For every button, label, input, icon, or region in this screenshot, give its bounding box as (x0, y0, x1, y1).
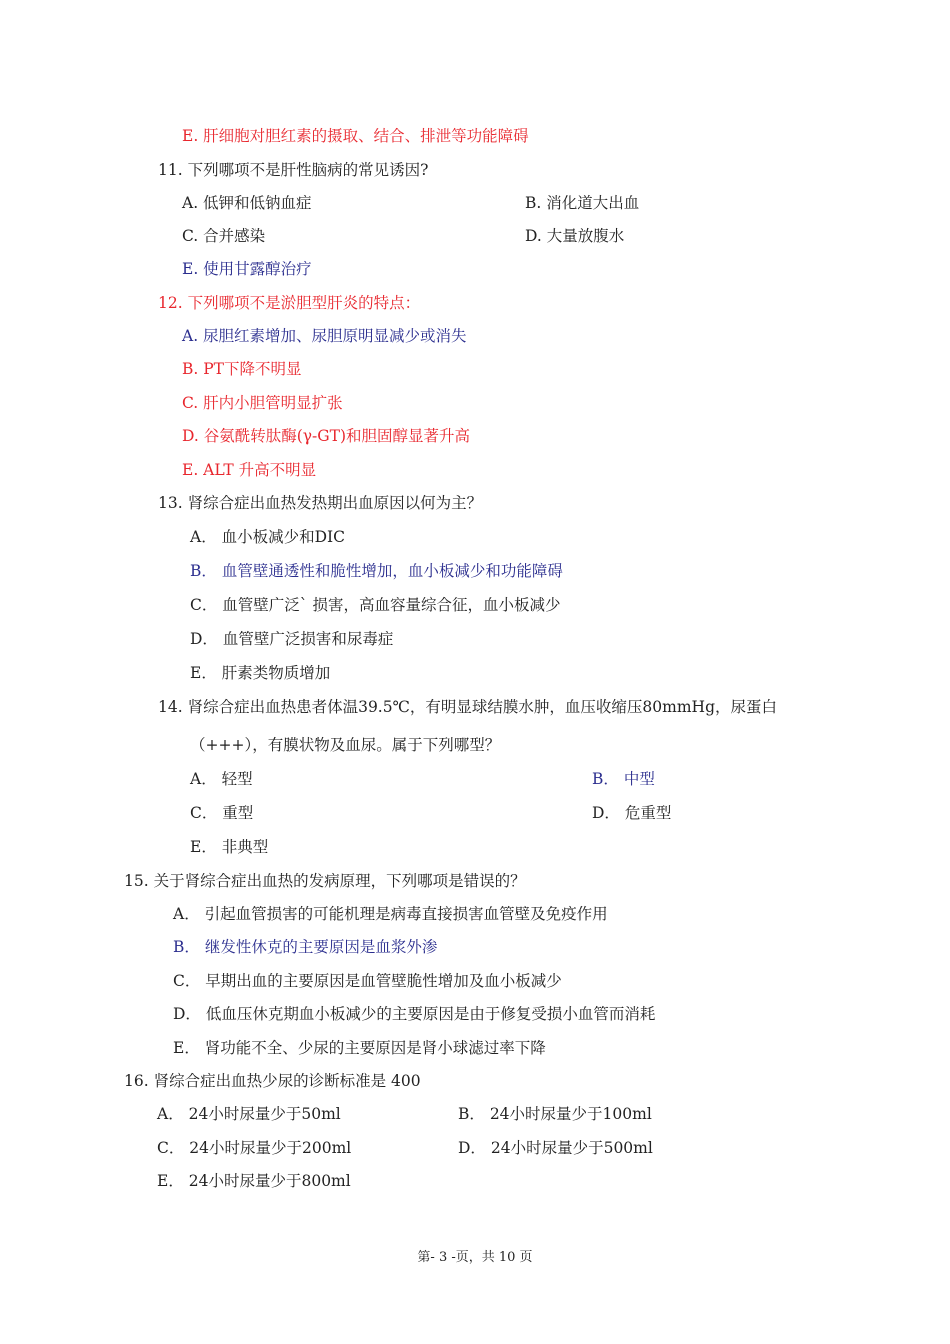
option-line: D． 24小时尿量少于500ml (458, 1139, 653, 1157)
question-12: 12. 下列哪项不是淤胆型肝炎的特点： (158, 294, 421, 312)
option-line: E． 肾功能不全、少尿的主要原因是肾小球滤过率下降 (173, 1039, 546, 1057)
option-line: A. 低钾和低钠血症 (182, 194, 312, 212)
option-line: C. 肝内小胆管明显扩张 (182, 394, 343, 412)
option-line: C. 合并感染 (182, 227, 266, 245)
option-line: D. 大量放腹水 (525, 227, 625, 245)
question-15: 15. 关于肾综合症出血热的发病原理，下列哪项是错误的？ (124, 872, 526, 890)
option-line: E. ALT 升高不明显 (182, 461, 317, 479)
question-14-continuation: （+++），有膜状物及血尿。属于下列哪型？ (190, 736, 501, 754)
question-14: 14. 肾综合症出血热患者体温39.5℃，有明显球结膜水肿，血压收缩压80mmHg，尿蛋白 (158, 698, 777, 716)
option-line: E． 非典型 (190, 838, 269, 856)
option-line: D． 血管壁广泛损害和尿毒症 (190, 630, 394, 648)
option-line: A． 引起血管损害的可能机理是病毒直接损害血管壁及免疫作用 (173, 905, 608, 923)
option-line: D. 谷氨酰转肽酶(γ-GT)和胆固醇显著升高 (182, 427, 471, 445)
option-line: E． 24小时尿量少于800ml (157, 1172, 351, 1190)
option-line: B． 继发性休克的主要原因是血浆外渗 (173, 938, 438, 956)
option-line: C． 重型 (190, 804, 254, 822)
option-line: B. PT下降不明显 (182, 360, 302, 378)
option-line: C． 血管壁广泛` 损害，高血容量综合征，血小板减少 (190, 596, 561, 614)
option-line: D． 低血压休克期血小板减少的主要原因是由于修复受损小血管而消耗 (173, 1005, 656, 1023)
option-line: A． 轻型 (190, 770, 253, 788)
option-line: A. 尿胆红素增加、尿胆原明显减少或消失 (182, 327, 467, 345)
option-line: B． 24小时尿量少于100ml (458, 1105, 652, 1123)
option-line: E． 肝素类物质增加 (190, 664, 331, 682)
option-line: E. 肝细胞对胆红素的摄取、结合、排泄等功能障碍 (182, 127, 529, 145)
question-13: 13. 肾综合症出血热发热期出血原因以何为主？ (158, 494, 483, 512)
page-footer: 第- 3 -页，共 10 页 (417, 1250, 533, 1265)
option-line: B． 中型 (592, 770, 655, 788)
question-16: 16. 肾综合症出血热少尿的诊断标准是 400 (124, 1072, 421, 1090)
option-line: A． 血小板减少和DIC (190, 528, 346, 546)
option-line: D． 危重型 (592, 804, 672, 822)
option-line: C． 早期出血的主要原因是血管壁脆性增加及血小板减少 (173, 972, 562, 990)
option-line: B． 血管壁通透性和脆性增加，血小板减少和功能障碍 (190, 562, 563, 580)
option-line: E. 使用甘露醇治疗 (182, 260, 312, 278)
option-line: A． 24小时尿量少于50ml (157, 1105, 341, 1123)
option-line: B. 消化道大出血 (525, 194, 640, 212)
question-11: 11. 下列哪项不是肝性脑病的常见诱因? (158, 161, 429, 179)
option-line: C． 24小时尿量少于200ml (157, 1139, 352, 1157)
